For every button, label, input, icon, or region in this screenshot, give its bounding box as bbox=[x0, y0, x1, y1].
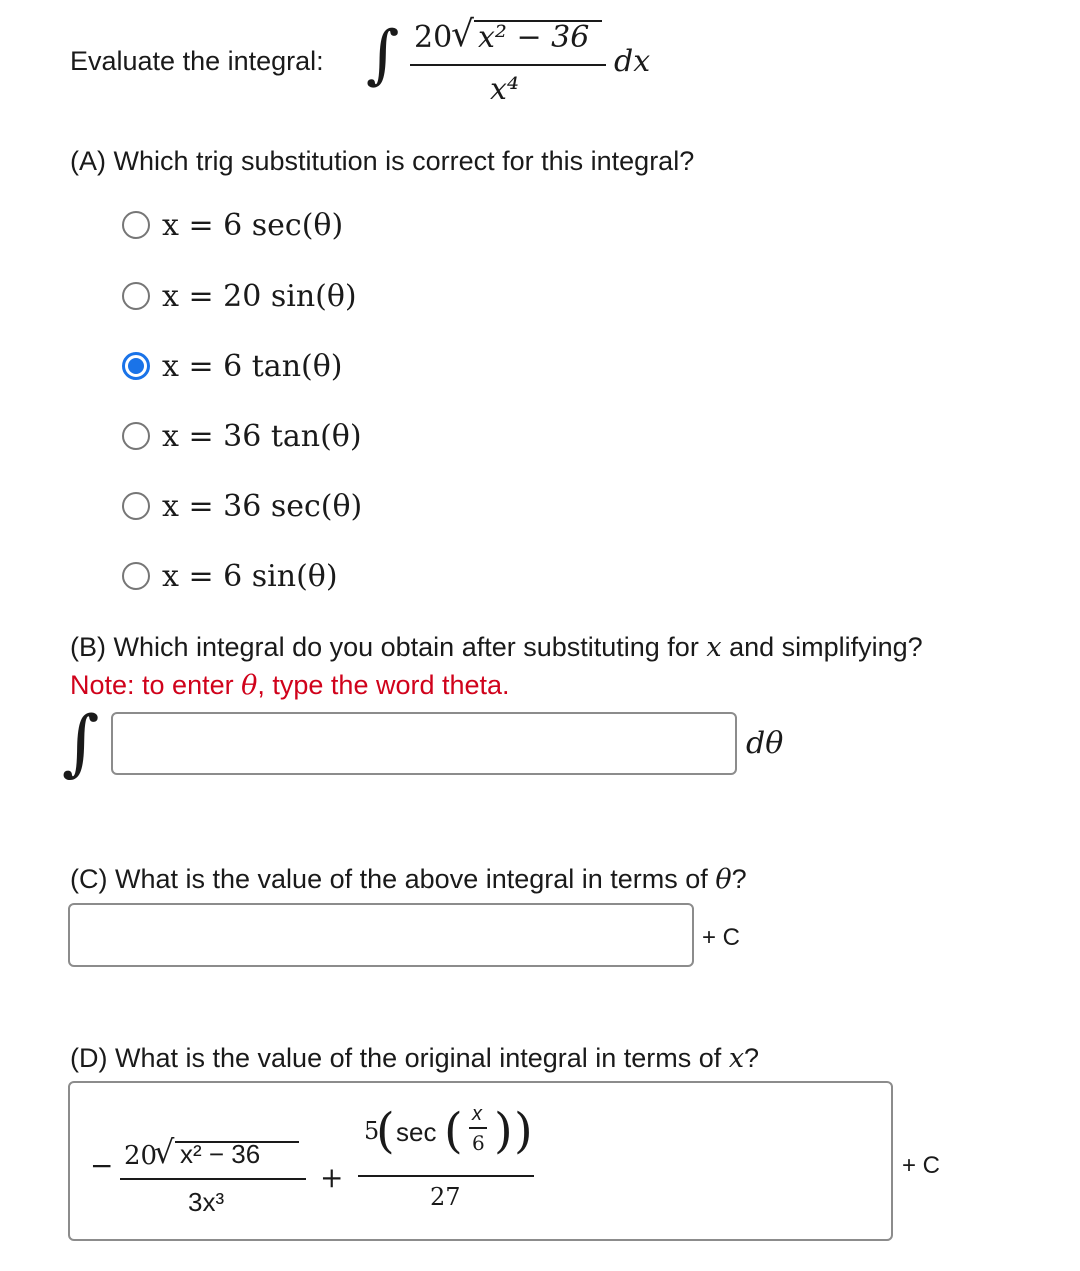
note-suffix: , type the word theta. bbox=[257, 670, 510, 700]
answer-left-paren-outer: ( bbox=[376, 1103, 395, 1159]
part-d-constant: + C bbox=[902, 1152, 941, 1179]
header-differential: dx bbox=[614, 44, 651, 79]
option-label: x = 36 sec(θ) bbox=[162, 488, 363, 524]
part-c-question-prefix: (C) What is the value of the above integral in terms of bbox=[70, 864, 708, 894]
radio-button[interactable] bbox=[122, 211, 150, 239]
part-b-variable: x bbox=[706, 632, 722, 663]
integral-sign: ∫ bbox=[366, 18, 400, 92]
option-label: x = 6 sec(θ) bbox=[162, 207, 344, 243]
option-x-36tan[interactable] bbox=[122, 416, 362, 456]
header-fraction-bar bbox=[410, 64, 606, 66]
option-x-6tan[interactable] bbox=[122, 346, 342, 386]
option-x-6sin[interactable] bbox=[122, 556, 338, 596]
header-denominator: x⁴ bbox=[490, 72, 519, 107]
part-b-question-suffix: and simplifying? bbox=[729, 632, 923, 662]
answer-func: sec bbox=[396, 1117, 437, 1147]
note-prefix: Note: to enter bbox=[70, 670, 234, 700]
radio-button[interactable] bbox=[122, 282, 150, 310]
answer-denom2: 27 bbox=[430, 1183, 461, 1211]
header-coefficient: 20 bbox=[414, 20, 453, 55]
option-label: x = 20 sin(θ) bbox=[162, 278, 357, 314]
part-d-question-suffix: ? bbox=[744, 1043, 760, 1073]
part-b-note bbox=[70, 670, 510, 701]
answer-coef1: 20 bbox=[124, 1141, 158, 1171]
part-c-question-suffix: ? bbox=[731, 864, 747, 894]
radio-button-selected[interactable] bbox=[122, 352, 150, 380]
part-b-question bbox=[70, 632, 923, 663]
part-b-question-prefix: (B) Which integral do you obtain after substituting for bbox=[70, 632, 699, 662]
part-b-integral-sign: ∫ bbox=[62, 700, 100, 784]
option-label: x = 6 sin(θ) bbox=[162, 558, 338, 594]
answer-right-paren-outer: ) bbox=[514, 1103, 533, 1159]
option-x-6sec[interactable] bbox=[122, 205, 343, 245]
answer-plus: + bbox=[320, 1161, 344, 1194]
part-c-theta: θ bbox=[715, 864, 732, 895]
answer-radical-sign: √ bbox=[154, 1133, 175, 1171]
part-d-variable: x bbox=[728, 1043, 745, 1074]
part-b-differential: dθ bbox=[746, 726, 784, 761]
answer-left-paren-inner: ( bbox=[444, 1103, 463, 1159]
part-d-question bbox=[70, 1043, 759, 1074]
answer-fraction-bar-2 bbox=[358, 1175, 534, 1177]
answer-right-paren-inner: ) bbox=[494, 1103, 513, 1159]
option-label: x = 36 tan(θ) bbox=[162, 418, 362, 454]
radio-button[interactable] bbox=[122, 562, 150, 590]
answer-arg-numerator: x bbox=[472, 1103, 482, 1125]
part-c-question bbox=[70, 864, 747, 895]
part-c-answer-input[interactable] bbox=[68, 903, 694, 967]
answer-fraction-bar-1 bbox=[120, 1178, 306, 1180]
part-d-answer-box[interactable] bbox=[68, 1081, 893, 1241]
answer-radicand: x² − 36 bbox=[180, 1139, 261, 1169]
answer-arg-fraction-bar bbox=[469, 1127, 487, 1129]
radio-button[interactable] bbox=[122, 422, 150, 450]
header-radical-sign: √ bbox=[451, 14, 474, 55]
answer-minus: − bbox=[90, 1149, 114, 1182]
note-theta: θ bbox=[241, 670, 258, 701]
option-x-36sec[interactable] bbox=[122, 486, 362, 526]
option-label: x = 6 tan(θ) bbox=[162, 348, 343, 384]
option-x-20sin[interactable] bbox=[122, 276, 357, 316]
radio-button[interactable] bbox=[122, 492, 150, 520]
prompt-text: Evaluate the integral: bbox=[70, 46, 324, 76]
part-c-constant: + C bbox=[702, 924, 741, 951]
part-b-integrand-input[interactable] bbox=[111, 712, 737, 775]
part-d-question-prefix: (D) What is the value of the original integral in terms of bbox=[70, 1043, 722, 1073]
answer-arg-denominator: 6 bbox=[472, 1131, 485, 1155]
header-radicand: x² − 36 bbox=[478, 20, 590, 55]
part-a-question: (A) Which trig substitution is correct for this integral? bbox=[70, 146, 695, 176]
answer-coef2: 5 bbox=[364, 1117, 380, 1145]
answer-denom1: 3x³ bbox=[188, 1187, 225, 1217]
